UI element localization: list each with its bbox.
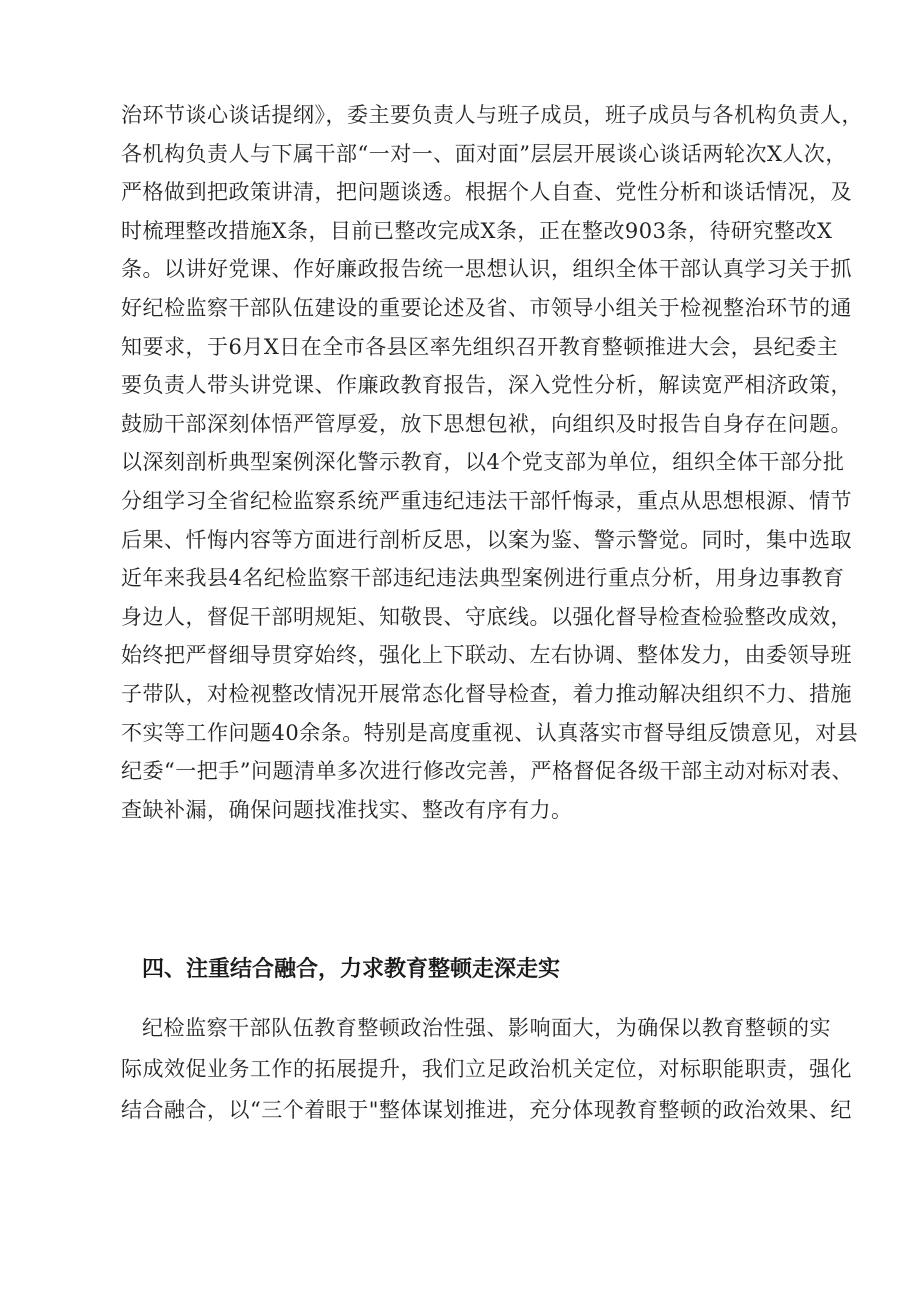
text-line: 结合融合，以“三个着眼于"整体谋划推进，充分体现教育整顿的政治效果、纪: [121, 1098, 852, 1122]
text-line: 各机构负责人与下属干部“一对一、面对面”层层开展谈心谈话两轮次X人次，: [121, 141, 847, 166]
text-line: 时梳理整改措施X条，目前已整改完成X条，正在整改903条，待研究整改X: [121, 218, 833, 243]
text-line: 好纪检监察干部队伍建设的重要论述及省、市领导小组关于检视整治环节的通: [121, 295, 852, 320]
text-line: 身边人，督促干部明规矩、知敬畏、守底线。以强化督导检查检验整改成效，: [121, 604, 852, 629]
text-line: 近年来我县4名纪检监察干部违纪违法典型案例进行重点分析，用身边事教育: [121, 566, 845, 591]
text-line: 始终把严督细导贯穿始终，强化上下联动、左右协调、整体发力，由委领导班: [121, 643, 852, 668]
text-line: 子带队，对检视整改情况开展常态化督导检查，着力推动解决组织不力、措施: [121, 681, 852, 706]
text-line: 纪委“一把手”问题清单多次进行修改完善，严格督促各级干部主动对标对表、: [121, 759, 853, 784]
text-line: 查缺补漏，确保问题找准找实、整改有序有力。: [121, 797, 573, 822]
text-line: 不实等工作问题40余条。特别是高度重视、认真落实市督导组反馈意见，对县: [121, 720, 859, 745]
text-line: 严格做到把政策讲清，把问题谈透。根据个人自查、党性分析和谈话情况，及: [121, 180, 852, 205]
text-line: 际成效促业务工作的拓展提升，我们立足政治机关定位，对标职能职责，强化: [121, 1057, 852, 1081]
section-heading: 四、注重结合融合，力求教育整顿走深走实: [142, 957, 561, 982]
paragraph-2: [121, 1008, 852, 1131]
text-line: 以深刻剖析典型案例深化警示教育，以4个党支部为单位，组织全体干部分批: [121, 450, 845, 475]
text-line: 要负责人带头讲党课、作廉政教育报告，深入党性分析，解读宽严相济政策，: [121, 373, 852, 398]
text-line: 分组学习全省纪检监察系统严重违纪违法干部忏悔录，重点从思想根源、情节: [121, 488, 852, 513]
paragraph-1: [121, 96, 863, 829]
text-line: 后果、忏悔内容等方面进行剖析反思，以案为鉴、警示警觉。同时，集中选取: [121, 527, 852, 552]
text-line: 纪检监察干部队伍教育整顿政治性强、影响面大，为确保以教育整顿的实: [142, 1016, 831, 1040]
text-line: 治环节谈心谈话提纲》，委主要负责人与班子成员，班子成员与各机构负责人，: [121, 103, 863, 127]
text-line: 鼓励干部深刻体悟严管厚爱，放下思想包袱，向组织及时报告自身存在问题。: [121, 411, 852, 436]
text-line: 条。以讲好党课、作好廉政报告统一思想认识，组织全体干部认真学习关于抓: [121, 257, 852, 282]
text-line: 知要求，于6月X日在全市各县区率先组织召开教育整顿推进大会，县纪委主: [121, 334, 839, 359]
